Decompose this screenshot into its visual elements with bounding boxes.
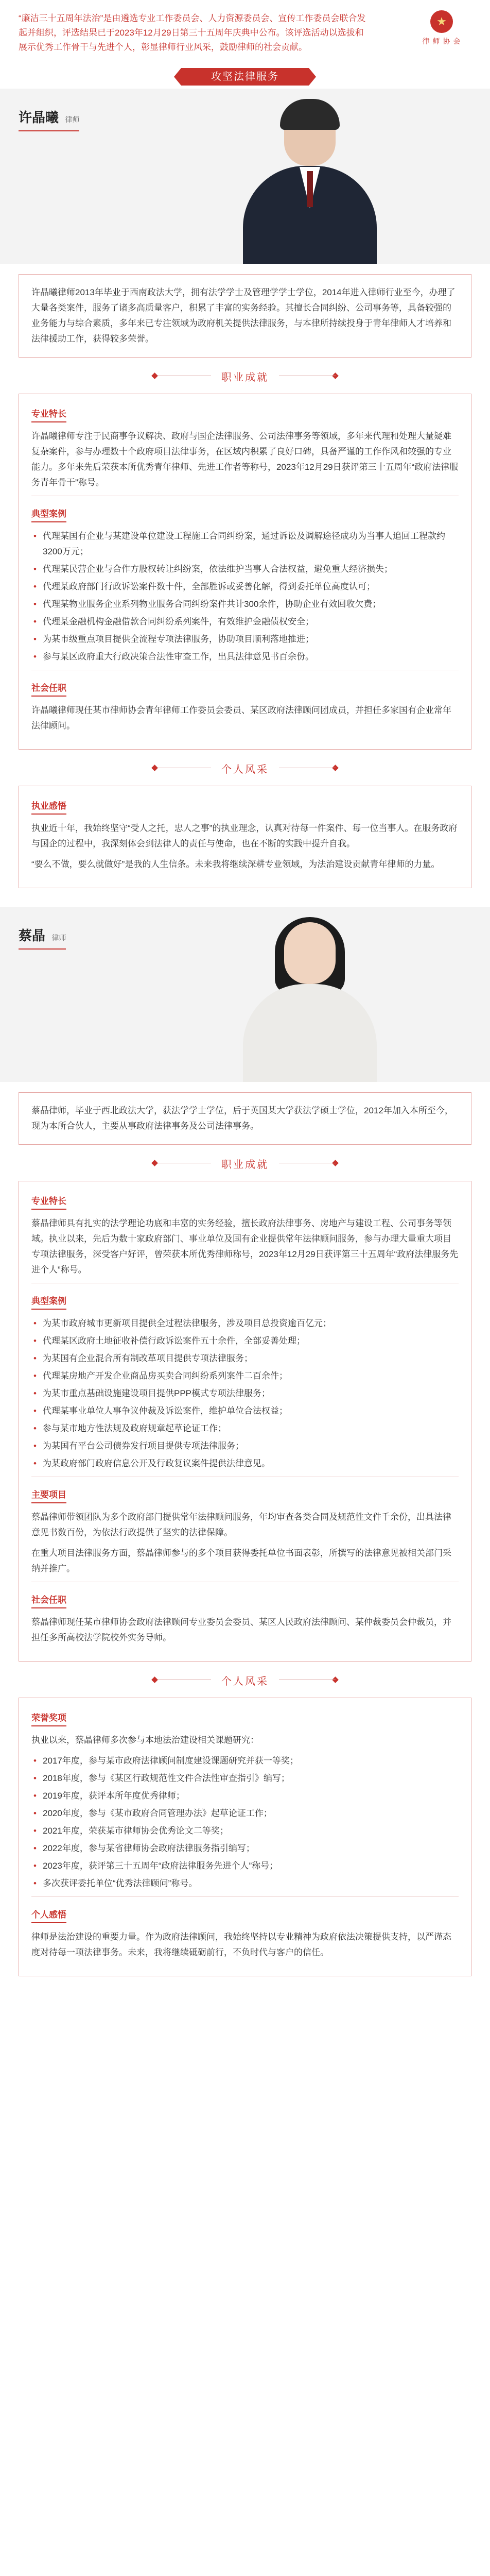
list-item: • 代理某物业服务企业系列物业服务合同纠纷案件共计300余件，协助企业有效回收欠费；: [31, 597, 459, 612]
list-item: • 代理某国有企业与某建设单位建设工程施工合同纠纷案，通过诉讼及调解途径成功为当事人追回工程款约3200万元；: [31, 529, 459, 560]
list-item: • 代理某区政府土地征收补偿行政诉讼案件五十余件，全部妥善处理；: [31, 1333, 459, 1349]
list-item: • 多次获评委托单位“优秀法律顾问”称号。: [31, 1876, 459, 1891]
lawyer1-banner: [0, 89, 490, 264]
lawyer2-name: 蔡晶: [19, 928, 46, 943]
list-item: • 2022年度，参与某省律师协会政府法律服务指引编写；: [31, 1841, 459, 1856]
lawyer1-social: 许晶曦律师现任某市律师协会青年律师工作委员会委员、某区政府法律顾问团成员，并担任多家国有企业常年法律顾问。: [31, 705, 451, 731]
paragraph: 律师是法治建设的重要力量。作为政府法律顾问，我始终坚持以专业精神为政府依法决策提供支持，以严谨态度对待每一项法律事务。未来，我将继续砥砺前行，不负时代与客户的信任。: [31, 1932, 451, 1957]
paragraph: 执业以来，蔡晶律师多次参与本地法治建设相关课题研究：: [31, 1735, 259, 1745]
lawyer1-style-card: [19, 786, 471, 888]
lawyer1-section-performance: [0, 358, 490, 394]
lawyer1-case-list: [31, 529, 459, 665]
list-item: • 为某市重点基础设施建设项目提供PPP模式专项法律服务；: [31, 1386, 459, 1401]
paragraph: “要么不做，要么就做好”是我的人生信条。未来我将继续深耕专业领域，为法治建设贡献青年律师的力量。: [31, 859, 440, 869]
subheading: 专业特长: [31, 1194, 66, 1210]
lawyer2-specialty: 蔡晶律师具有扎实的法学理论功底和丰富的实务经验，擅长政府法律事务、房地产与建设工程、公司事务等领域。执业以来，先后为数十家政府部门、事业单位及国有企业提供常年法律顾问服务，参与办理大量重大项目专项法律服务，深受客户好评，曾荣获本所优秀律师称号，2023年12月29日获评第三十五周年“政府法律服务先进个人”称号。: [31, 1218, 459, 1275]
list-item: • 2019年度，获评本所年度优秀律师；: [31, 1788, 459, 1804]
list-item: • 2020年度，参与《某市政府合同管理办法》起草论证工作；: [31, 1806, 459, 1821]
association-logo: [411, 10, 472, 55]
list-item: • 为某市级重点项目提供全流程专项法律服务，协助项目顺利落地推进；: [31, 632, 459, 647]
list-item: • 为某政府部门政府信息公开及行政复议案件提供法律意见。: [31, 1456, 459, 1471]
list-item: • 为某市政府城市更新项目提供全过程法律服务，涉及项目总投资逾百亿元；: [31, 1316, 459, 1331]
lawyer2-style-card: [19, 1698, 471, 1976]
lawyer2-title: 律师: [51, 934, 66, 942]
lawyer1-namebox: [19, 107, 79, 131]
list-item: • 为某国有企业混合所有制改革项目提供专项法律服务；: [31, 1351, 459, 1366]
subheading: 社会任职: [31, 1592, 66, 1608]
list-item: • 代理某民营企业与合作方股权转让纠纷案，依法维护当事人合法权益，避免重大经济损失；: [31, 562, 459, 577]
list-item: • 代理某政府部门行政诉讼案件数十件，全部胜诉或妥善化解，得到委托单位高度认可；: [31, 579, 459, 595]
lawyer2-case-list: [31, 1316, 459, 1471]
list-item: • 2017年度，参与某市政府法律顾问制度建设课题研究并获一等奖；: [31, 1753, 459, 1769]
list-item: • 参与某区政府重大行政决策合法性审查工作，出具法律意见书百余份。: [31, 649, 459, 665]
subheading: 个人感悟: [31, 1907, 66, 1923]
lawyer2-portrait: [233, 917, 387, 1082]
list-item: • 2023年度，获评第三十五周年“政府法律服务先进个人”称号；: [31, 1858, 459, 1874]
subheading: 执业感悟: [31, 799, 66, 815]
subheading: 社会任职: [31, 681, 66, 697]
section-title: 职业成就: [221, 1159, 269, 1171]
section-title: 个人风采: [221, 764, 269, 775]
lawyer2-section-style: [0, 1662, 490, 1698]
section-title: 职业成就: [221, 372, 269, 383]
paragraph: 在重大项目法律服务方面，蔡晶律师参与的多个项目获得委托单位书面表彰，所撰写的法律意见被相关部门采纳并推广。: [31, 1548, 451, 1573]
list-item: • 2021年度，荣获某市律师协会优秀论文二等奖；: [31, 1823, 459, 1839]
header-intro: “廉洁三十五周年法治”是由遴选专业工作委员会、人力资源委员会、宣传工作委员会联合发起并组织，评选结果已于2023年12月29日第三十五周年庆典中公布。该评选活动以选拔和展示优秀工作骨干与先进个人，彰显律师行业风采，鼓励律师的社会贡献。: [19, 13, 366, 52]
header: [0, 0, 490, 66]
lawyer1-title: 律师: [65, 115, 80, 124]
subheading: 主要项目: [31, 1487, 66, 1503]
list-item: • 代理某房地产开发企业商品房买卖合同纠纷系列案件二百余件；: [31, 1368, 459, 1384]
lawyer2-banner: [0, 907, 490, 1082]
logo-text: 律 师 协 会: [422, 37, 461, 45]
paragraph: 蔡晶律师带领团队为多个政府部门提供常年法律顾问服务，年均审查各类合同及规范性文件千余份，出具法律意见书数百份，为依法行政提供了坚实的法律保障。: [31, 1512, 451, 1537]
lawyer1-portrait: [233, 99, 387, 264]
lawyer1-specialty: 许晶曦律师专注于民商事争议解决、政府与国企法律服务、公司法律事务等领域，多年来代理和处理大量疑难复杂案件，参与办理数十个政府项目法律事务，在区域内积累了良好口碑，具备严谨的工作作风和较强的专业能力。多年来先后荣获本所优秀青年律师、先进工作者等称号，2023年12月29日获评第三十五周年“政府法律服务青年骨干”称号。: [31, 431, 459, 487]
subheading: 荣誉奖项: [31, 1710, 66, 1726]
list-item: • 代理某金融机构金融借款合同纠纷系列案件，有效维护金融债权安全；: [31, 614, 459, 630]
seal-icon: [430, 10, 453, 33]
subheading: 专业特长: [31, 406, 66, 422]
lawyer2-achievement-card: [19, 1181, 471, 1662]
list-item: • 为某国有平台公司债券发行项目提供专项法律服务；: [31, 1438, 459, 1454]
list-item: • 参与某市地方性法规及政府规章起草论证工作；: [31, 1421, 459, 1436]
lawyer1-name: 许晶曦: [19, 110, 59, 125]
lawyer1-section-style: [0, 750, 490, 786]
lawyer2-section-performance: [0, 1145, 490, 1181]
lawyer2-honor-list: [31, 1753, 459, 1891]
list-item: • 代理某事业单位人事争议仲裁及诉讼案件，维护单位合法权益；: [31, 1403, 459, 1419]
lawyer1-achievement-card: [19, 394, 471, 750]
subheading: 典型案例: [31, 1294, 66, 1310]
subheading: 典型案例: [31, 506, 66, 522]
list-item: • 2018年度，参与《某区行政规范性文件合法性审查指引》编写；: [31, 1771, 459, 1786]
ribbon-row: [0, 66, 490, 89]
lawyer2-social: 蔡晶律师现任某市律师协会政府法律顾问专业委员会委员、某区人民政府法律顾问、某仲裁委员会仲裁员，并担任多所高校法学院校外实务导师。: [31, 1617, 451, 1642]
section-ribbon: 攻坚法律服务: [181, 68, 309, 86]
lawyer2-namebox: [19, 925, 66, 950]
section-title: 个人风采: [221, 1676, 269, 1687]
lawyer2-bio: 蔡晶律师，毕业于西北政法大学，获法学学士学位，后于英国某大学获法学硕士学位，2012年加入本所至今，现为本所合伙人，主要从事政府法律事务及公司法律事务。: [19, 1092, 471, 1145]
paragraph: 执业近十年，我始终坚守“受人之托，忠人之事”的执业理念，认真对待每一件案件、每一位当事人。在服务政府与国企的过程中，我深刻体会到法律人的责任与使命，也在不断的实践中提升自我。: [31, 823, 458, 849]
lawyer1-bio: 许晶曦律师2013年毕业于西南政法大学，拥有法学学士及管理学学士学位，2014年进入律师行业至今，办理了大量各类案件，服务了诸多高质量客户，积累了丰富的实务经验。其擅长合同纠纷、公司事务等，具备较强的业务能力与综合素质，多年来已专注领域为政府机关提供法律服务，与本律所持续投身于青年律师人才培养和法律援助工作，获得较多荣誉。: [19, 274, 471, 358]
